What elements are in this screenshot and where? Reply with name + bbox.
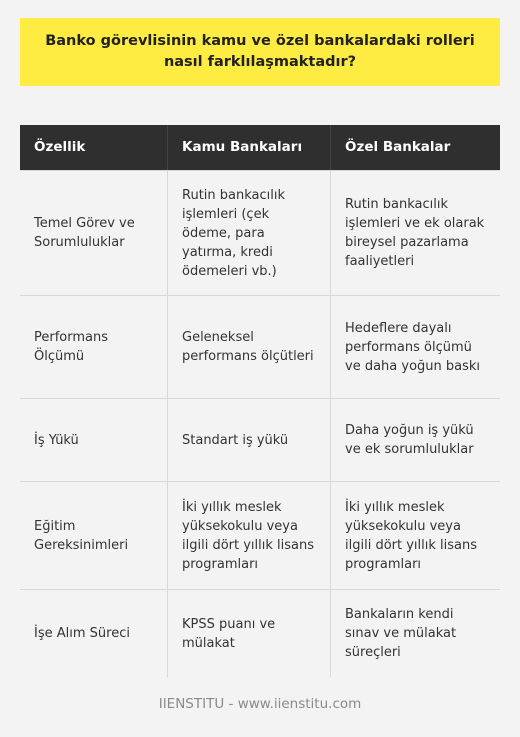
- feature-cell: İş Yükü: [20, 399, 168, 481]
- private-bank-cell: Bankaların kendi sınav ve mülakat süreçleri: [345, 607, 457, 660]
- private-bank-cell: Rutin bankacılık işlemleri ve ek olarak bireysel pazarlama faaliyetleri: [345, 197, 485, 269]
- comparison-table: [20, 125, 500, 677]
- table-row: [20, 170, 500, 295]
- table-row: [20, 398, 500, 481]
- table-row: [20, 589, 500, 677]
- private-bank-cell: Daha yoğun iş yükü ve ek sorumluluklar: [345, 423, 474, 457]
- feature-cell: Eğitim Gereksinimleri: [20, 482, 168, 589]
- public-bank-cell: İki yıllık meslek yüksekokulu veya ilgili dört yıllık lisans programları: [168, 482, 331, 589]
- table-row: [20, 295, 500, 398]
- page-title: Banko görevlisinin kamu ve özel bankalardaki rolleri nasıl farklılaşmaktadır?: [45, 33, 475, 70]
- column-header-private-banks: Özel Bankalar: [345, 139, 451, 155]
- title-banner: [20, 18, 500, 86]
- column-header-public-banks: Kamu Bankaları: [168, 125, 331, 170]
- public-bank-cell: KPSS puanı ve mülakat: [168, 590, 331, 677]
- table-header-row: [20, 125, 500, 170]
- feature-cell: Temel Görev ve Sorumluluklar: [20, 171, 168, 295]
- feature-cell: İşe Alım Süreci: [20, 590, 168, 677]
- feature-cell: Performans Ölçümü: [20, 296, 168, 398]
- public-bank-cell: Geleneksel performans ölçütleri: [168, 296, 331, 398]
- public-bank-cell: Rutin bankacılık işlemleri (çek ödeme, para yatırma, kredi ödemeleri vb.): [168, 171, 331, 295]
- public-bank-cell: Standart iş yükü: [168, 399, 331, 481]
- private-bank-cell: İki yıllık meslek yüksekokulu veya ilgili dört yıllık lisans programları: [345, 499, 477, 572]
- column-header-feature: Özellik: [20, 125, 168, 170]
- private-bank-cell: Hedeflere dayalı performans ölçümü ve daha yoğun baskı: [345, 320, 481, 374]
- table-row: [20, 481, 500, 589]
- footer-credit: IIENSTITU - www.iienstitu.com: [158, 696, 362, 712]
